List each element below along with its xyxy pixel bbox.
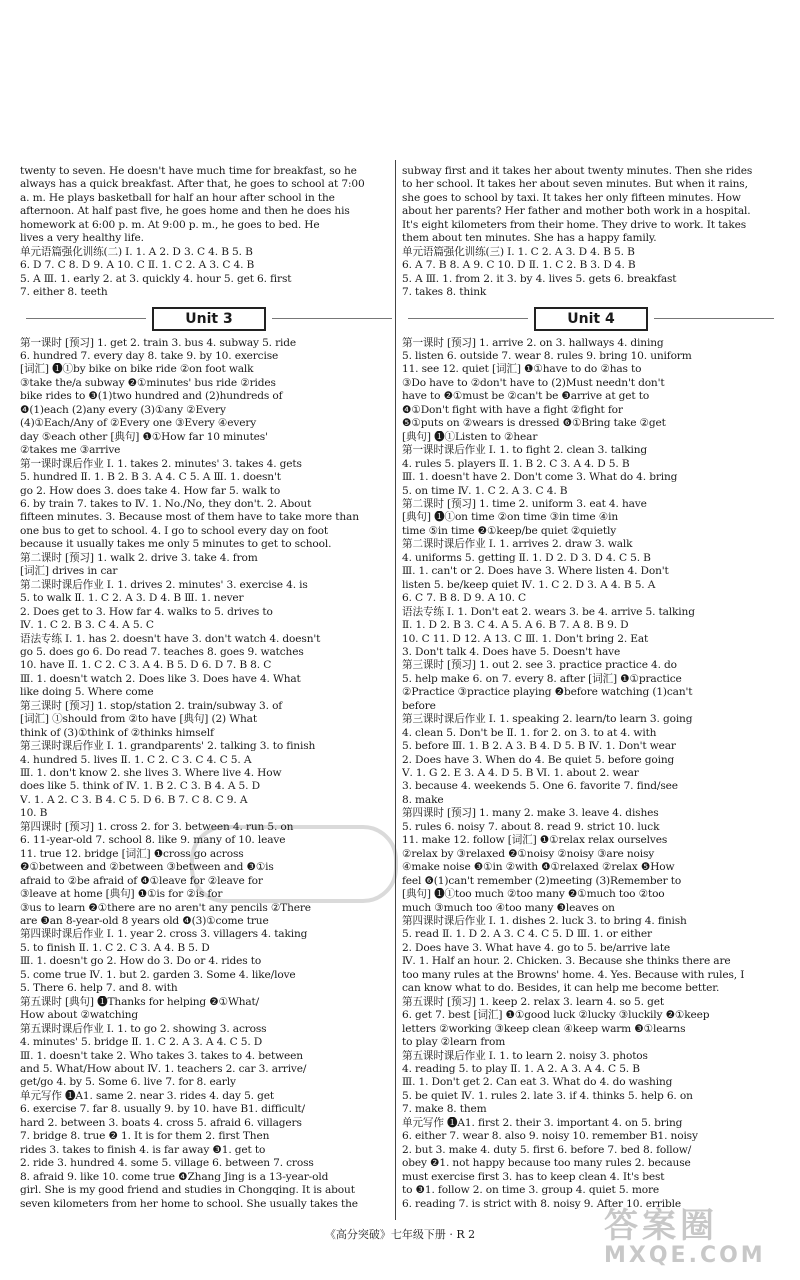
- answer-line: 4. minutes' 5. bridge Ⅱ. 1. C 2. A 3. A 4. C 5. D: [20, 1036, 263, 1049]
- answer-line: 5. read Ⅱ. 1. D 2. A 3. C 4. C 5. D Ⅲ. 1. or either: [402, 928, 652, 941]
- answer-line: ③take the/a subway ❷①minutes' bus ride ②rides: [20, 376, 276, 389]
- answer-line: 10. have Ⅱ. 1. C 2. C 3. A 4. B 5. D 6. D 7. B 8. C: [20, 659, 272, 672]
- answer-line: 2. ride 3. hundred 4. some 5. village 6. between 7. cross: [20, 1157, 314, 1170]
- answer-line: ❹①Don't fight with have a fight ②fight for: [402, 403, 623, 416]
- answer-line: 6. D 7. C 8. D 9. A 10. C Ⅱ. 1. C 2. A 3. C 4. B: [20, 259, 255, 272]
- answer-line: 2. Does get to 3. How far 4. walks to 5. drives to: [20, 605, 273, 618]
- answer-line: them about ten minutes. She has a happy family.: [402, 232, 657, 245]
- answer-line: one bus to get to school. 4. I go to school every day on foot: [20, 524, 329, 537]
- answer-line: Ⅲ. 1. doesn't take 2. Who takes 3. takes to 4. between: [20, 1049, 303, 1062]
- answer-line: ④make noise ❸①in ②with ❹①relaxed ②relax ❺How: [402, 861, 675, 874]
- answer-line: obey ❷1. not happy because too many rules 2. because: [402, 1157, 691, 1170]
- faded-stamp: [190, 825, 398, 903]
- answer-line: ❹(1)each (2)any every (3)①any ②Every: [20, 403, 226, 416]
- watermark-logo: [604, 1198, 774, 1268]
- answer-line: listen 5. be/keep quiet Ⅳ. 1. C 2. D 3. A 4. B 5. A: [402, 578, 656, 591]
- answer-line: afternoon. At half past five, he goes home and then he does his: [20, 205, 350, 218]
- answer-line: get/go 4. by 5. Some 6. live 7. for 8. early: [20, 1076, 236, 1089]
- answer-line: Ⅴ. 1. G 2. E 3. A 4. D 5. B Ⅵ. 1. about 2. wear: [402, 767, 639, 780]
- answer-line: 第二课时课后作业 Ⅰ. 1. drives 2. minutes' 3. exercise 4. is: [20, 578, 308, 591]
- answer-line: How about ②watching: [20, 1009, 139, 1022]
- answer-line: 2. Does have 3. When do 4. Be quiet 5. before going: [402, 753, 675, 766]
- answer-line: 5. There 6. help 7. and 8. with: [20, 982, 178, 995]
- answer-line: 6. hundred 7. every day 8. take 9. by 10. exercise: [20, 349, 279, 362]
- answer-line: 2. but 3. make 4. duty 5. first 6. before 7. bed 8. follow/: [402, 1143, 692, 1156]
- answer-line: because it usually takes me only 5 minutes to get to school.: [20, 538, 332, 551]
- answer-line: does like 5. think of Ⅳ. 1. B 2. C 3. B 4. A 5. D: [20, 780, 260, 793]
- answer-line: 7. bridge 8. true ❷ 1. It is for them 2. first Then: [20, 1130, 270, 1143]
- answer-line: 7. takes 8. think: [402, 286, 487, 299]
- answer-line: 4. clean 5. Don't be Ⅱ. 1. for 2. on 3. to at 4. with: [402, 726, 657, 739]
- answer-line: 5. to walk Ⅱ. 1. C 2. A 3. D 4. B Ⅲ. 1. never: [20, 592, 244, 605]
- answer-line: can know what to do. Besides, it can help me become better.: [402, 982, 720, 995]
- answer-line: [词汇] ❶①by bike on bike ride ②on foot walk: [20, 363, 254, 376]
- answer-line: 单元写作 ❶A1. first 2. their 3. important 4. on 5. bring: [402, 1116, 683, 1129]
- answer-line: 4. rules 5. players Ⅱ. 1. B 2. C 3. A 4. D 5. B: [402, 457, 630, 470]
- answer-line: Ⅳ. 1. C 2. B 3. C 4. A 5. C: [20, 619, 154, 632]
- answer-line: 6. get 7. best [词汇] ❶①good luck ②lucky ③luckily ❷①keep: [402, 1009, 710, 1022]
- answer-line: [词汇] drives in car: [20, 565, 118, 578]
- answer-line: 第一课时课后作业 Ⅰ. 1. takes 2. minutes' 3. takes 4. gets: [20, 457, 302, 470]
- answer-line: 5. listen 6. outside 7. wear 8. rules 9. bring 10. uniform: [402, 349, 692, 362]
- watermark-bottom: MXQE.COM: [604, 1243, 766, 1268]
- answer-line: 6. either 7. wear 8. also 9. noisy 10. remember B1. noisy: [402, 1130, 698, 1143]
- answer-line: to ❸1. follow 2. on time 3. group 4. quiet 5. more: [402, 1184, 659, 1197]
- answer-line: ❷①between and ②between ③between and ❸①is: [20, 861, 274, 874]
- answer-line: 7. either 8. teeth: [20, 286, 108, 299]
- answer-line: ②relax by ③relaxed ❷①noisy ②noisy ③are noisy: [402, 847, 655, 860]
- answer-line: 单元语篇强化训练(三) Ⅰ. 1. C 2. A 3. D 4. B 5. B: [402, 245, 635, 258]
- answer-line: afraid to ②be afraid of ❹①leave for ②leave for: [20, 874, 263, 887]
- answer-line: 11. make 12. follow [词汇] ❶①relax relax ourselves: [402, 834, 668, 847]
- answer-line: (4)①Each/Any of ②Every one ③Every ④every: [20, 417, 257, 430]
- answer-line: day ⑤each other [典句] ❶①How far 10 minutes': [20, 430, 268, 443]
- answer-line: 6. reading 7. is strict with 8. noisy 9. After 10. errible: [402, 1197, 681, 1210]
- answer-line: 5. rules 6. noisy 7. about 8. read 9. strict 10. luck: [402, 820, 660, 833]
- answer-line: 语法专练 Ⅰ. 1. has 2. doesn't have 3. don't watch 4. doesn't: [20, 632, 321, 645]
- answer-line: go 5. does go 6. Do read 7. teaches 8. goes 9. watches: [20, 645, 304, 658]
- answer-line: Ⅲ. 1. doesn't watch 2. Does like 3. Does have 4. What: [20, 672, 301, 685]
- answer-line: 6. by train 7. takes to Ⅳ. 1. No./No, they don't. 2. About: [20, 497, 312, 510]
- left-answers: [20, 337, 398, 1211]
- unit-4-heading: [402, 300, 780, 337]
- answer-line: 第四课时课后作业 Ⅰ. 1. year 2. cross 3. villagers 4. taking: [20, 928, 308, 941]
- answer-line: 5. on time Ⅳ. 1. C 2. A 3. C 4. B: [402, 484, 568, 497]
- answer-line: before: [402, 699, 436, 712]
- answer-line: 11. true 12. bridge [词汇] ❶cross go across: [20, 847, 244, 860]
- answer-line: [典句] ❶①on time ②on time ③in time ④in: [402, 511, 619, 524]
- answer-line: Ⅲ. 1. don't know 2. she lives 3. Where live 4. How: [20, 767, 282, 780]
- answer-line: 语法专练 Ⅰ. 1. Don't eat 2. wears 3. be 4. arrive 5. talking: [402, 605, 695, 618]
- answer-line: 单元写作 ❶A1. same 2. near 3. rides 4. day 5. get: [20, 1089, 274, 1102]
- answer-line: 5. come true Ⅳ. 1. but 2. garden 3. Some 4. like/love: [20, 968, 296, 981]
- answer-line: 第三课时 [预习] 1. stop/station 2. train/subway 3. of: [20, 699, 283, 712]
- answer-line: 5. be quiet Ⅳ. 1. rules 2. late 3. if 4. thinks 5. help 6. on: [402, 1089, 693, 1102]
- answer-line: always has a quick breakfast. After that, he goes to school at 7:00: [20, 178, 365, 191]
- answer-line: ❺①puts on ②wears is dressed ❻①Bring take ②get: [402, 417, 666, 430]
- answer-line: 2. Does have 3. What have 4. go to 5. be/arrive late: [402, 941, 671, 954]
- answer-line: 5. hundred Ⅱ. 1. B 2. B 3. A 4. C 5. A Ⅲ. 1. doesn't: [20, 471, 281, 484]
- answer-line: 第五课时课后作业 Ⅰ. 1. to learn 2. noisy 3. photos: [402, 1049, 648, 1062]
- answer-line: Ⅲ. 1. doesn't go 2. How do 3. Do or 4. rides to: [20, 955, 262, 968]
- answer-line: Ⅲ. 1. can't or 2. Does have 3. Where listen 4. Don't: [402, 565, 669, 578]
- answer-line: 5. A Ⅲ. 1. from 2. it 3. by 4. lives 5. gets 6. breakfast: [402, 272, 677, 285]
- answer-line: 第五课时课后作业 Ⅰ. 1. to go 2. showing 3. across: [20, 1022, 267, 1035]
- answer-line: to play ②learn from: [402, 1036, 506, 1049]
- answer-line: 第四课时 [预习] 1. many 2. make 3. leave 4. dishes: [402, 807, 659, 820]
- answer-line: 4. hundred 5. lives Ⅱ. 1. C 2. C 3. C 4. C 5. A: [20, 753, 252, 766]
- column-divider: [395, 160, 396, 1220]
- answer-line: letters ②working ③keep clean ④keep warm ❸①learns: [402, 1022, 686, 1035]
- answer-line: [典句] ❶①too much ②too many ❷①much too ②too: [402, 888, 665, 901]
- answer-line: 4. reading 5. to play Ⅱ. 1. A 2. A 3. A 4. C 5. B: [402, 1063, 640, 1075]
- answer-line: 第四课时 [预习] 1. cross 2. for 3. between 4. run 5. on: [20, 820, 294, 833]
- answer-line: think of (3)①think of ②thinks himself: [20, 726, 214, 739]
- answer-line: 6. exercise 7. far 8. usually 9. by 10. have B1. difficult/: [20, 1103, 305, 1116]
- answer-line: 第五课时 [预习] 1. keep 2. relax 3. learn 4. so 5. get: [402, 995, 664, 1008]
- answer-line: and 5. What/How about Ⅳ. 1. teachers 2. car 3. arrive/: [20, 1063, 307, 1075]
- answer-line: 3. Don't talk 4. Does have 5. Doesn't have: [402, 645, 621, 658]
- answer-line: must exercise first 3. has to keep clean 4. It's best: [402, 1170, 665, 1183]
- answer-line: rides 3. takes to finish 4. is far away ❸1. get to: [20, 1143, 266, 1156]
- unit-4-title: Unit 4: [534, 307, 648, 331]
- answer-line: 第一课时 [预习] 1. get 2. train 3. bus 4. subway 5. ride: [20, 336, 297, 349]
- answer-line: 5. help make 6. on 7. every 8. after [词汇] ❶①practice: [402, 672, 682, 685]
- answer-line: hard 2. between 3. boats 4. cross 5. afraid 6. villagers: [20, 1116, 302, 1129]
- answer-line: 6. A 7. B 8. A 9. C 10. D Ⅱ. 1. C 2. B 3. D 4. B: [402, 259, 636, 272]
- right-column: [402, 165, 780, 1215]
- left-intro-text: [20, 165, 398, 300]
- answer-line: like doing 5. Where come: [20, 686, 154, 699]
- answer-line: 4. uniforms 5. getting Ⅱ. 1. D 2. D 3. D 4. C 5. B: [402, 551, 651, 564]
- answer-line: 3. because 4. weekends 5. One 6. favorite 7. find/see: [402, 780, 678, 793]
- answer-line: 第三课时 [预习] 1. out 2. see 3. practice practice 4. do: [402, 659, 677, 672]
- answer-line: lives a very healthy life.: [20, 232, 144, 245]
- answer-line: girl. She is my good friend and studies in Chongqing. It is about: [20, 1184, 355, 1197]
- answer-line: seven kilometers from her home to school. She usually takes the: [20, 1197, 358, 1210]
- answer-line: 第四课时课后作业 Ⅰ. 1. dishes 2. luck 3. to bring 4. finish: [402, 915, 687, 928]
- answer-line: 第三课时课后作业 Ⅰ. 1. speaking 2. learn/to learn 3. going: [402, 713, 693, 726]
- answer-line: 10. C 11. D 12. A 13. C Ⅲ. 1. Don't bring 2. Eat: [402, 632, 649, 645]
- unit-3-title: Unit 3: [152, 307, 266, 331]
- answer-line: have to ❷①must be ②can't be ❸arrive at get to: [402, 390, 650, 403]
- answer-line: subway first and it takes her about twenty minutes. Then she rides: [402, 165, 753, 177]
- right-intro-text: [402, 165, 780, 300]
- unit-3-heading: [20, 300, 398, 337]
- answer-line: 单元语篇强化训练(二) Ⅰ. 1. A 2. D 3. C 4. B 5. B: [20, 245, 253, 258]
- answer-line: 第五课时 [典句] ❶Thanks for helping ❷①What/: [20, 995, 260, 1008]
- answer-line: 5. to finish Ⅱ. 1. C 2. C 3. A 4. B 5. D: [20, 941, 210, 954]
- answer-line: 5. before Ⅲ. 1. B 2. A 3. B 4. D 5. B Ⅳ. 1. Don't wear: [402, 740, 676, 753]
- answer-line: ③leave at home [典句] ❶①is for ②is for: [20, 888, 223, 901]
- answer-line: 10. B: [20, 807, 48, 820]
- answer-line: a. m. He plays basketball for half an hour after school in the: [20, 191, 335, 204]
- answer-line: ②takes me ③arrive: [20, 444, 121, 457]
- answer-line: 5. A Ⅲ. 1. early 2. at 3. quickly 4. hour 5. get 6. first: [20, 272, 292, 285]
- answer-line: 第二课时课后作业 Ⅰ. 1. arrives 2. draw 3. walk: [402, 538, 633, 551]
- answer-line: 第三课时课后作业 Ⅰ. 1. grandparents' 2. talking 3. to finish: [20, 740, 316, 753]
- answer-line: 7. make 8. them: [402, 1103, 487, 1116]
- answer-line: 第二课时 [预习] 1. time 2. uniform 3. eat 4. have: [402, 497, 647, 510]
- answer-line: to her school. It takes her about seven minutes. But when it rains,: [402, 178, 748, 191]
- watermark-top: 答案圈: [604, 1206, 718, 1246]
- answer-line: twenty to seven. He doesn't have much time for breakfast, so he: [20, 165, 357, 177]
- answer-line: Ⅱ. 1. D 2. B 3. C 4. A 5. A 6. B 7. A 8. B 9. D: [402, 619, 629, 632]
- answer-line: It's eight kilometers from their home. They drive to work. It takes: [402, 218, 747, 231]
- answer-line: bike rides to ❸(1)two hundred and (2)hundreds of: [20, 390, 283, 403]
- answer-line: about her parents? Her father and mother both work in a hospital.: [402, 205, 751, 218]
- answer-line: Ⅲ. 1. doesn't have 2. Don't come 3. What do 4. bring: [402, 471, 678, 484]
- left-column: [20, 165, 398, 1215]
- answer-line: 6. C 7. B 8. D 9. A 10. C: [402, 592, 526, 605]
- answer-line: ②Practice ③practice playing ❷before watching (1)can't: [402, 686, 693, 699]
- answer-line: 第一课时 [预习] 1. arrive 2. on 3. hallways 4. dining: [402, 336, 664, 349]
- answer-line: homework at 6:00 p. m. At 9:00 p. m., he goes to bed. He: [20, 218, 320, 231]
- answer-line: [词汇] ①should from ②to have [典句] (2) What: [20, 713, 257, 726]
- answer-line: much ③much too ④too many ❸leaves on: [402, 901, 615, 914]
- answer-line: ③us to learn ❷①there are no aren't any pencils ②There: [20, 901, 311, 914]
- answer-line: [典句] ❶①Listen to ②hear: [402, 430, 538, 443]
- answer-line: 8. make: [402, 793, 444, 806]
- answer-line: Ⅴ. 1. A 2. C 3. B 4. C 5. D 6. B 7. C 8. C 9. A: [20, 793, 248, 806]
- answer-line: she goes to school by taxi. It takes her only fifteen minutes. How: [402, 191, 741, 204]
- answer-line: Ⅲ. 1. Don't get 2. Can eat 3. What do 4. do washing: [402, 1076, 673, 1089]
- answer-line: Ⅳ. 1. Half an hour. 2. Chicken. 3. Because she thinks there are: [402, 955, 731, 968]
- answer-line: 第一课时课后作业 Ⅰ. 1. to fight 2. clean 3. talking: [402, 444, 648, 457]
- right-answers: [402, 337, 780, 1211]
- answer-line: 11. see 12. quiet [词汇] ❶①have to do ②has to: [402, 363, 642, 376]
- answer-line: go 2. How does 3. does take 4. How far 5. walk to: [20, 484, 281, 497]
- answer-line: too many rules at the Browns' home. 4. Yes. Because with rules, I: [402, 968, 745, 981]
- answer-line: time ⑤in time ❷①keep/be quiet ②quietly: [402, 524, 617, 537]
- answer-line: ③Do have to ②don't have to (2)Must needn't don't: [402, 376, 665, 389]
- answer-line: 第二课时 [预习] 1. walk 2. drive 3. take 4. from: [20, 551, 258, 564]
- answer-line: feel ❻(1)can't remember (2)meeting (3)Remember to: [402, 874, 682, 887]
- answer-line: are ❸an 8-year-old 8 years old ❹(3)①come true: [20, 915, 269, 928]
- answer-line: fifteen minutes. 3. Because most of them have to take more than: [20, 511, 359, 524]
- page-footer: 《高分突破》七年级下册 · R 2: [324, 1228, 476, 1241]
- answer-line: 8. afraid 9. like 10. come true ❹Zhang Jing is a 13-year-old: [20, 1170, 329, 1183]
- answer-line: 6. 11-year-old 7. school 8. like 9. many of 10. leave: [20, 834, 286, 847]
